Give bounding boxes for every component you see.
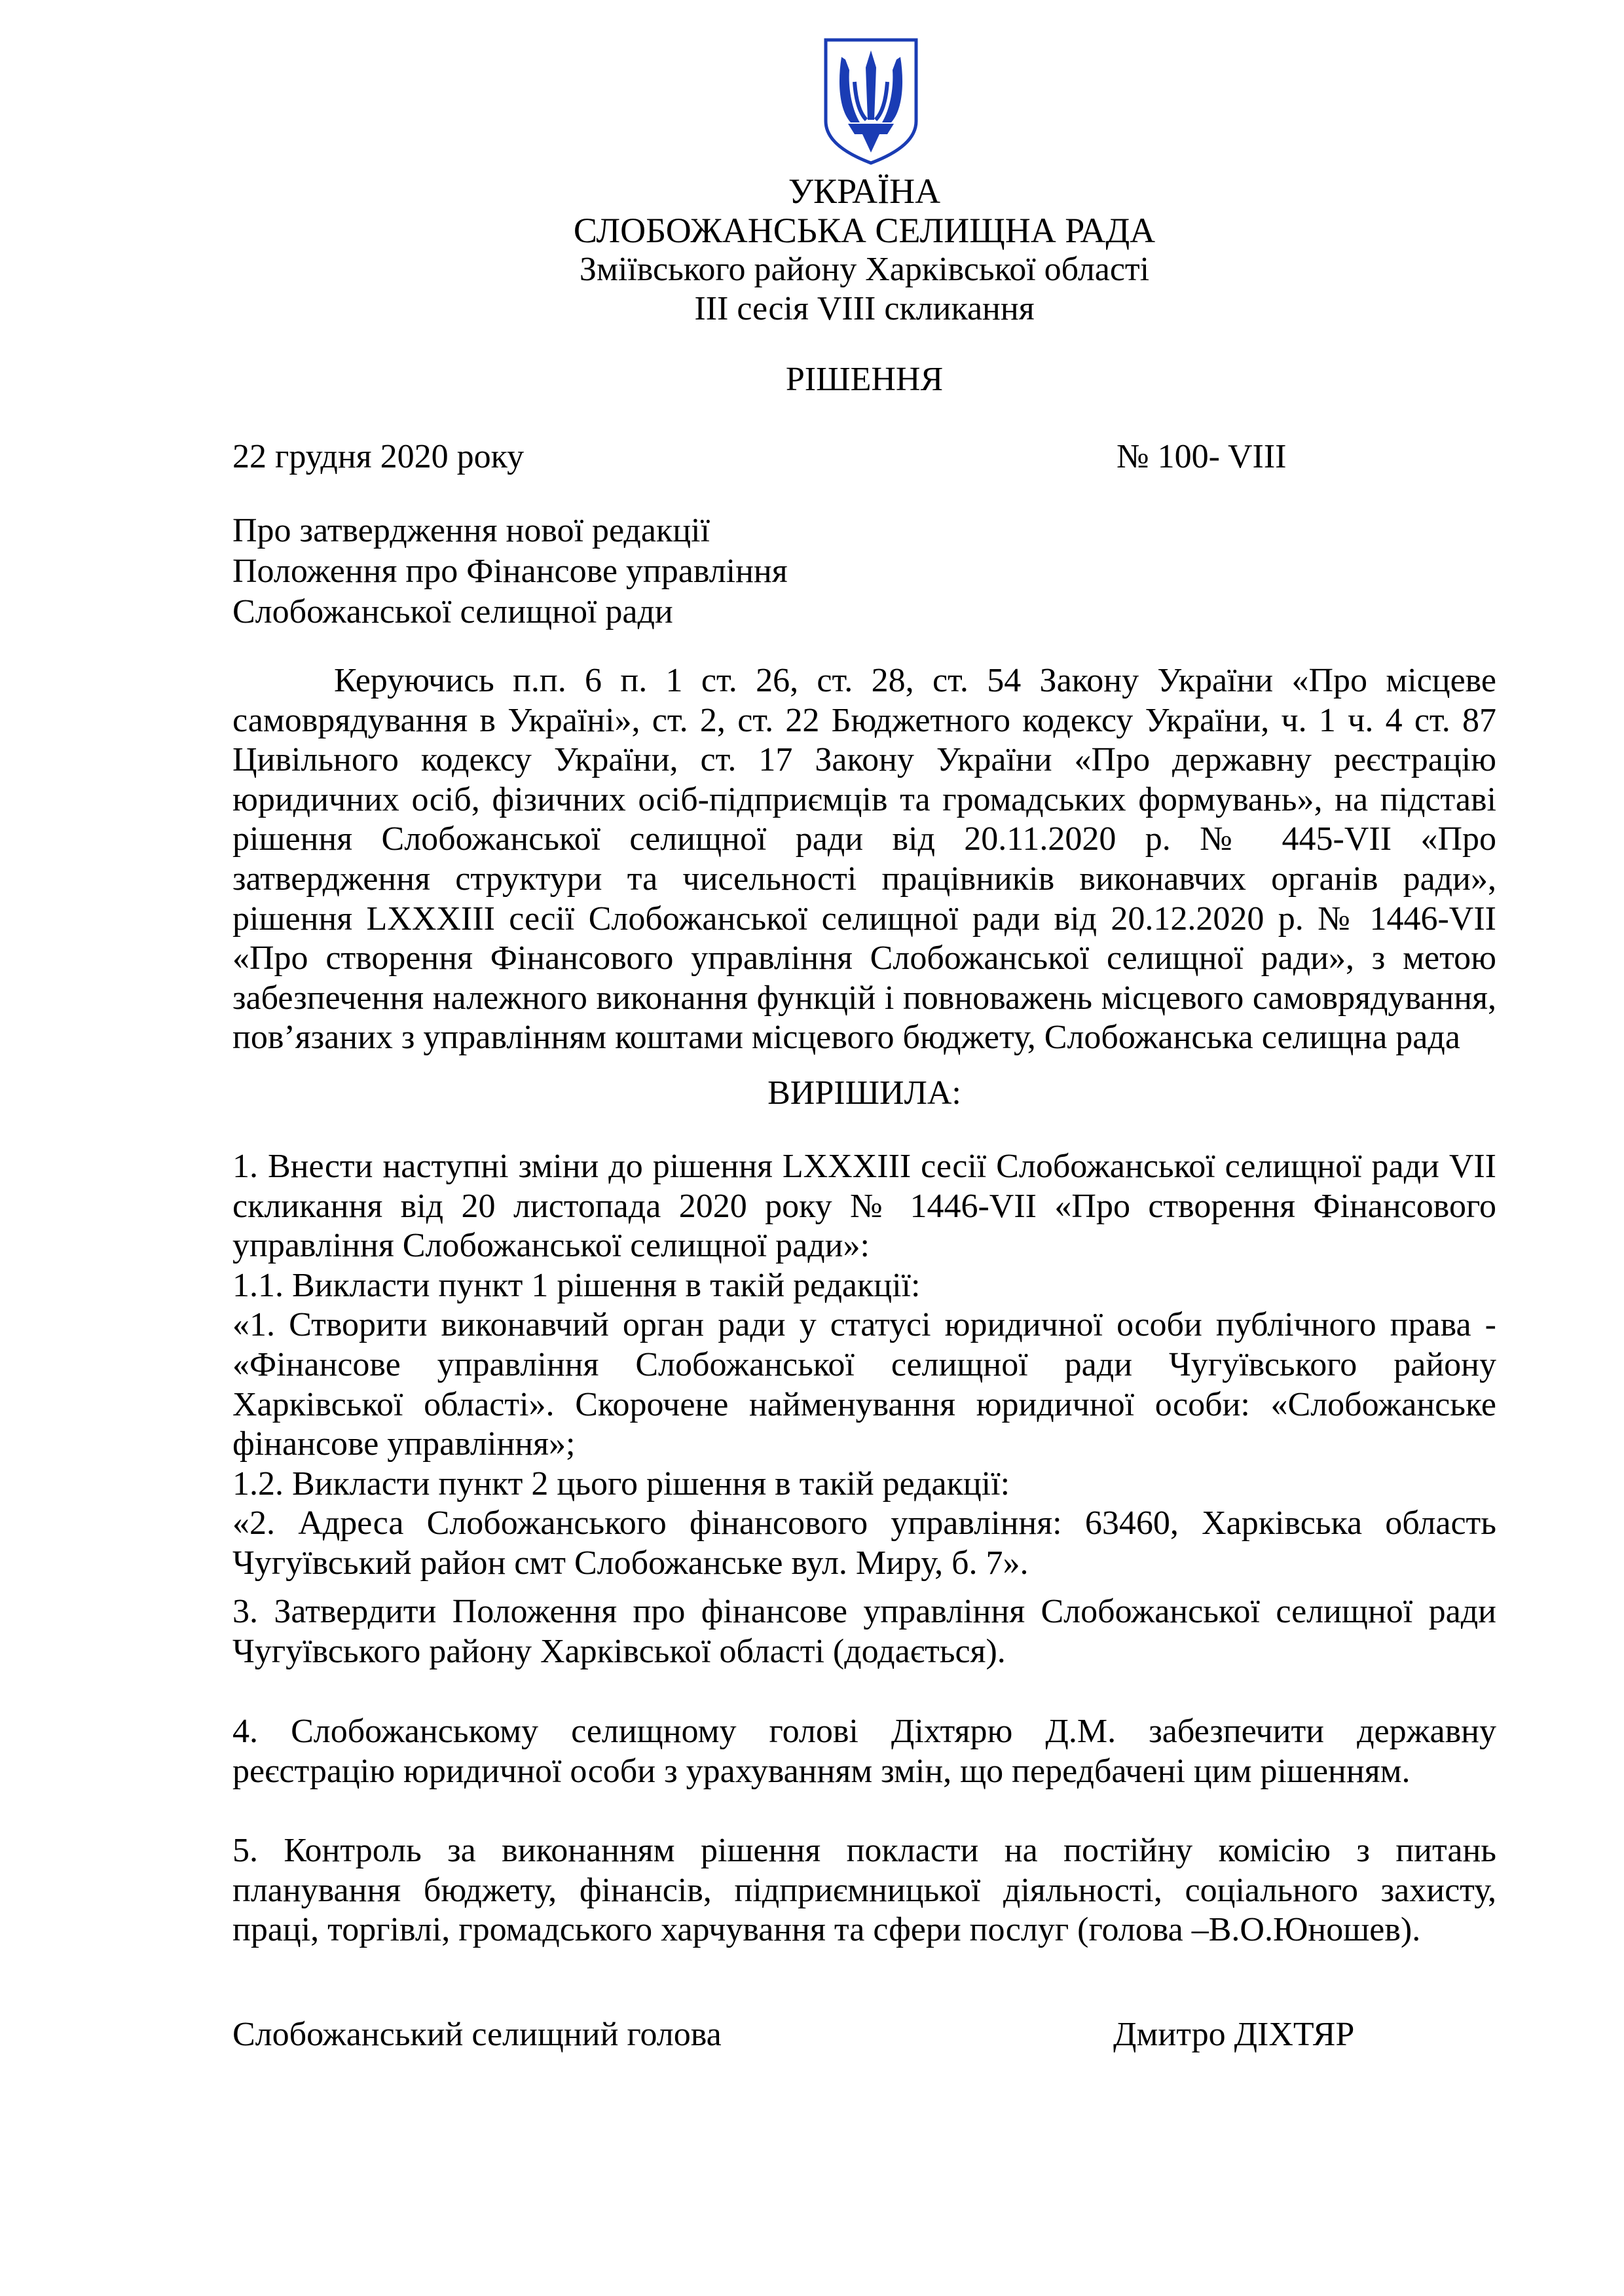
subject-line: Положення про Фінансове управління bbox=[232, 553, 788, 590]
item-1-1-heading: 1.1. Викласти пункт 1 рішення в такій редакції: bbox=[232, 1266, 921, 1304]
decision-title: РІШЕННЯ bbox=[785, 361, 944, 398]
coat-of-arms-trident-icon bbox=[822, 36, 920, 167]
subject-line: Про затвердження нової редакції bbox=[232, 512, 710, 549]
country-name: УКРАЇНА bbox=[788, 172, 941, 211]
resolution-item-3: 3. Затвердити Положення про фінансове управління Слобожанської селищної ради Чугуївського району Харківської області (додається). bbox=[232, 1593, 1496, 1670]
resolution-item-5: 5. Контроль за виконанням рішення покласти на постійну комісію з питань планування бюджету, фінансів, підприємницької діяльності, соціального захисту, праці, торгівлі, громадського харчування та сфери послуг (голова –В.О.Юношев). bbox=[232, 1832, 1496, 1949]
resolved-heading: ВИРІШИЛА: bbox=[767, 1074, 961, 1112]
decision-subject bbox=[232, 511, 887, 632]
signatory-position: Слобожанський селищний голова bbox=[232, 2016, 722, 2053]
resolution-item-4: 4. Слобожанському селищному голові Діхтярю Д.М. забезпечити державну реєстрацію юридичної особи з урахуванням змін, що передбачені цим рішенням. bbox=[232, 1713, 1496, 1790]
signature-block bbox=[232, 2015, 1496, 2054]
decision-date: 22 грудня 2020 року bbox=[232, 438, 525, 475]
district-name: Зміївського району Харківської області bbox=[579, 251, 1150, 288]
preamble-paragraph: Керуючись п.п. 6 п. 1 ст. 26, ст. 28, ст. 54 Закону України «Про місцеве самоврядування в Україні», ст. 2, ст. 22 Бюджетного кодексу України, ч. 1 ч. 4 ст. 87 Цивільного кодексу України, ст. 17 Закону України «Про державну реєстрацію юридичних осіб, фізичних осіб-підприємців та громадських формувань», на підставі рішення Слобожанської селищної ради від 20.11.2020 р. № 445-VII «Про затвердження структури та чисельності працівників виконавчих органів ради», рішення LXXXIII сесії Слобожанської селищної ради від 20.12.2020 р. № 1446-VII «Про створення Фінансового управління Слобожанської селищної ради», з метою забезпечення належного виконання функцій і повноважень місцевого самоврядування, пов’язаних з управлінням коштами місцевого бюджету, Слобожанська селищна рада bbox=[232, 662, 1496, 1057]
item-1-2-heading: 1.2. Викласти пункт 2 цього рішення в такій редакції: bbox=[232, 1465, 1010, 1503]
decision-number: № 100- VIII bbox=[1116, 438, 1287, 475]
date-number-row bbox=[232, 437, 1287, 476]
subject-line: Слобожанської селищної ради bbox=[232, 593, 673, 630]
item-1-text: 1. Внести наступні зміни до рішення LXXXIII сесії Слобожанської селищної ради VII скликання від 20 листопада 2020 року № 1446-VII «Про створення Фінансового управління Слобожанської селищної ради»: bbox=[232, 1148, 1496, 1265]
resolution-item-1 bbox=[232, 1147, 1496, 1584]
item-1-2-text: «2. Адреса Слобожанського фінансового управління: 63460, Харківська область Чугуївський район смт Слобожанське вул. Миру, б. 7». bbox=[232, 1504, 1496, 1582]
signatory-name: Дмитро ДІХТЯР bbox=[1113, 2016, 1355, 2053]
document-header bbox=[232, 172, 1496, 329]
council-name: СЛОБОЖАНСЬКА СЕЛИЩНА РАДА bbox=[573, 211, 1156, 250]
item-1-1-text: «1. Створити виконавчий орган ради у статусі юридичної особи публічного права - «Фінансове управління Слобожанської селищної ради Чугуївського району Харківської області». Скорочене найменування юридичної особи: «Слобожанське фінансове управління»; bbox=[232, 1306, 1496, 1463]
session-name: ІІІ сесія VIIІ скликання bbox=[694, 290, 1035, 327]
